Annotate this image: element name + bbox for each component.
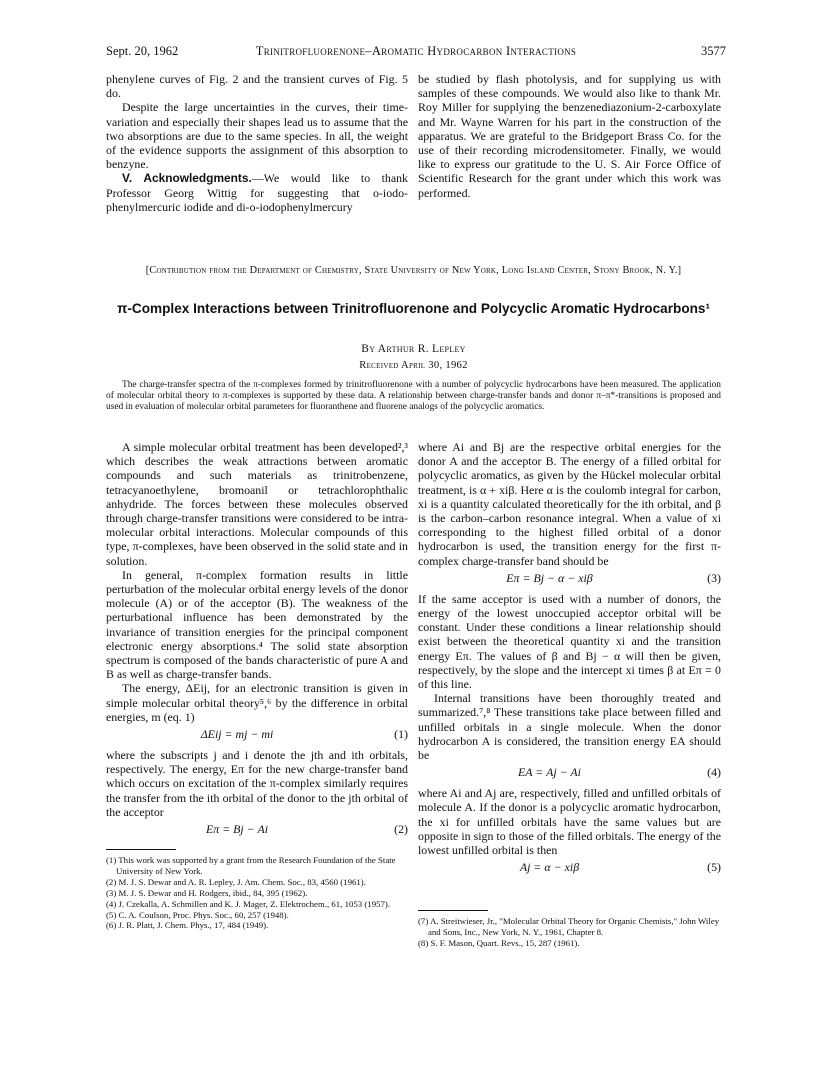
equation-4 — [418, 765, 721, 782]
received-date: Received April 30, 1962 — [359, 360, 468, 371]
prev-article-left-column — [106, 72, 408, 214]
equation-text: EA = Aj − Ai — [518, 765, 581, 780]
acknowledgments-heading: V. Acknowledgments. — [122, 171, 252, 186]
running-header — [106, 44, 726, 62]
equation-text: Eπ = Bj − Ai — [205, 822, 269, 837]
body-paragraph: In general, π-complex formation results in little perturbation of the molecular orbital energy levels of the donor molecule (A) or of the acceptor (B). The weakness of the perturbational influence has been demonstrated by the invariance of transition energies for the principal component electronic energy absorptions.⁴ The solid state absorption spectrum is composed of the bands characteristic of pure A and B as well as charge-transfer bands. — [106, 567, 408, 682]
equation-number: (3) — [707, 570, 721, 585]
equation-number: (1) — [394, 727, 408, 742]
footnote-rule-right — [418, 910, 488, 911]
footnote: (5) C. A. Coulson, Proc. Phys. Soc., 60, 257 (1948). — [106, 909, 289, 920]
prev-paragraph: phenylene curves of Fig. 2 and the transient curves of Fig. 5 do. — [106, 72, 408, 101]
prev-paragraph: Despite the large uncertainties in the curves, their time-variation and especially their shapes lead us to assume that the two absorptions are due to the same species. In all, the weight of the evidence supports the assignment of this absorption to benzyne. — [106, 100, 408, 172]
equation-number: (4) — [707, 765, 721, 780]
equation-2 — [106, 822, 408, 839]
body-right-column — [418, 440, 721, 881]
body-paragraph: where Ai and Aj are, respectively, filled and unfilled orbitals of molecule A. If the donor is a polycyclic aromatic hydrocarbon, the xi for unfilled orbitals have the same values but are opposite in sign to those of the filled orbitals. The energy of the lowest unfilled orbital is then — [418, 786, 721, 858]
body-paragraph: A simple molecular orbital treatment has been developed²,³ which describes the weak attractions between aromatic compounds and such materials as trinitrobenzene, tetracyanoethylene, bromoanil or tetrachlorophthalic anhydride. The forces between these molecules observed through charge-transfer transitions were considered to be intra-molecular orbital interactions. Molecular compounds of this type, π-complexes, have been observed in the solid state and in solution. — [106, 440, 408, 568]
footnote: (6) J. R. Platt, J. Chem. Phys., 17, 484 (1949). — [106, 920, 269, 931]
body-paragraph: The energy, ΔEij, for an electronic transition is given in simple molecular orbital theory⁵,⁶ by the difference in orbital energies, m (eq. 1) — [106, 681, 408, 724]
footnote: (8) S. F. Mason, Quart. Revs., 15, 287 (1961). — [418, 937, 580, 948]
equation-1 — [106, 727, 408, 744]
footnote: (1) This work was supported by a grant from the Research Foundation of the State University of New York. — [106, 855, 396, 876]
equation-3 — [418, 571, 721, 588]
prev-paragraph: be studied by flash photolysis, and for supplying us with samples of these compounds. We would also like to thank Mr. Roy Miller for supplying the benzenediazonium-2-carboxylate and Mr. Wayne Warren for his part in the construction of the apparatus. We are grateful to the Bridgeport Brass Co. for the use of their recording microdensitometer. Finally, we would like to express our gratitude to the U. S. Air Force Office of Scientific Research for the grant under which this work was performed. — [418, 72, 721, 200]
footnote-rule-left — [106, 849, 176, 850]
prev-article-right-column — [418, 72, 721, 200]
equation-text: Eπ = Bj − α − xiβ — [506, 570, 593, 585]
equation-text: Aj = α − xiβ — [519, 860, 580, 875]
footnote: (4) J. Czekalla, A. Schmillen and K. J. Mager, Z. Elektrochem., 61, 1053 (1957). — [106, 898, 391, 909]
equation-text: ΔEij = mj − mi — [200, 727, 274, 742]
body-paragraph: If the same acceptor is used with a number of donors, the energy of the lowest unoccupied acceptor orbital will be constant. Under these conditions a linear relationship should exist between the theoretical quantity xi and the transition energy Eπ. The values of β and Bj − α will then be given, respectively, by the slope and the intercept xi times β at Eπ = 0 of this line. — [418, 591, 721, 692]
acknowledgments-text: —We would like to thank Professor Georg Wittig for suggesting that o-iodo-phenylmercuric iodide and di-o-iodophenylmercury — [106, 171, 408, 214]
footnote: (2) M. J. S. Dewar and A. R. Lepley, J. Am. Chem. Soc., 83, 4560 (1961). — [106, 876, 366, 887]
footnotes-left — [106, 855, 408, 931]
footnote: (3) M. J. S. Dewar and H. Rodgers, ibid., 84, 395 (1962). — [106, 887, 308, 898]
abstract: The charge-transfer spectra of the π-complexes formed by trinitrofluorenone with a number of polycyclic hydrocarbons have been measured. The application of molecular orbital theory to π-complexes is supported by these data. A relationship between charge-transfer bands and donor π–π*-transitions is proposed and used in evaluation of molecular orbital parameters for fluoranthene and fluorene analogs of the polycyclic aromatics. — [106, 380, 721, 413]
body-left-column — [106, 440, 408, 843]
equation-5 — [418, 860, 721, 877]
equation-number: (2) — [394, 822, 408, 837]
header-page-number: 3577 — [701, 44, 726, 58]
header-date: Sept. 20, 1962 — [106, 44, 179, 58]
article-title: π-Complex Interactions between Trinitrofluorenone and Polycyclic Aromatic Hydrocarbons¹ — [116, 301, 711, 316]
footnote: (7) A. Streitwieser, Jr., "Molecular Orbital Theory for Organic Chemists," John Wiley and Sons, Inc., New York, N. Y., 1961, Chapter 8. — [418, 916, 720, 937]
body-paragraph: where Ai and Bj are the respective orbital energies for the donor A and the acceptor B. The energy of a filled orbital for polycyclic aromatics, as given by the Hückel molecular orbital treatment, is α + xiβ. Here α is the coulomb integral for carbon, xi is a quantity calculated theoretically for the ith orbital, and β is the carbon–carbon resonance integral. When a value of xi corresponding to the highest filled orbital of a donor hydrocarbon is used, the transition energy for the first π-complex charge-transfer band should be — [418, 440, 721, 568]
footnotes-right — [418, 916, 721, 949]
body-paragraph: where the subscripts j and i denote the jth and ith orbitals, respectively. The energy, Eπ for the new charge-transfer band which occurs on excitation of the π-complex similarly requires the transfer from the ith orbital of the donor to the jth orbital of the acceptor — [106, 748, 408, 819]
header-running-title: Trinitrofluorenone–Aromatic Hydrocarbon Interactions — [255, 44, 577, 58]
byline: By Arthur R. Lepley — [361, 343, 466, 355]
affiliation: [Contribution from the Department of Chemistry, State University of New York, Long Island Center, Stony Brook, N. Y.] — [145, 265, 682, 276]
body-paragraph: Internal transitions have been thoroughly treated and summarized.⁷,⁸ These transitions take place between filled and unfilled orbitals in a single molecule. When the donor hydrocarbon A is considered, the transition energy EA should be — [418, 691, 721, 763]
equation-number: (5) — [707, 860, 721, 875]
acknowledgments-paragraph — [106, 171, 408, 214]
